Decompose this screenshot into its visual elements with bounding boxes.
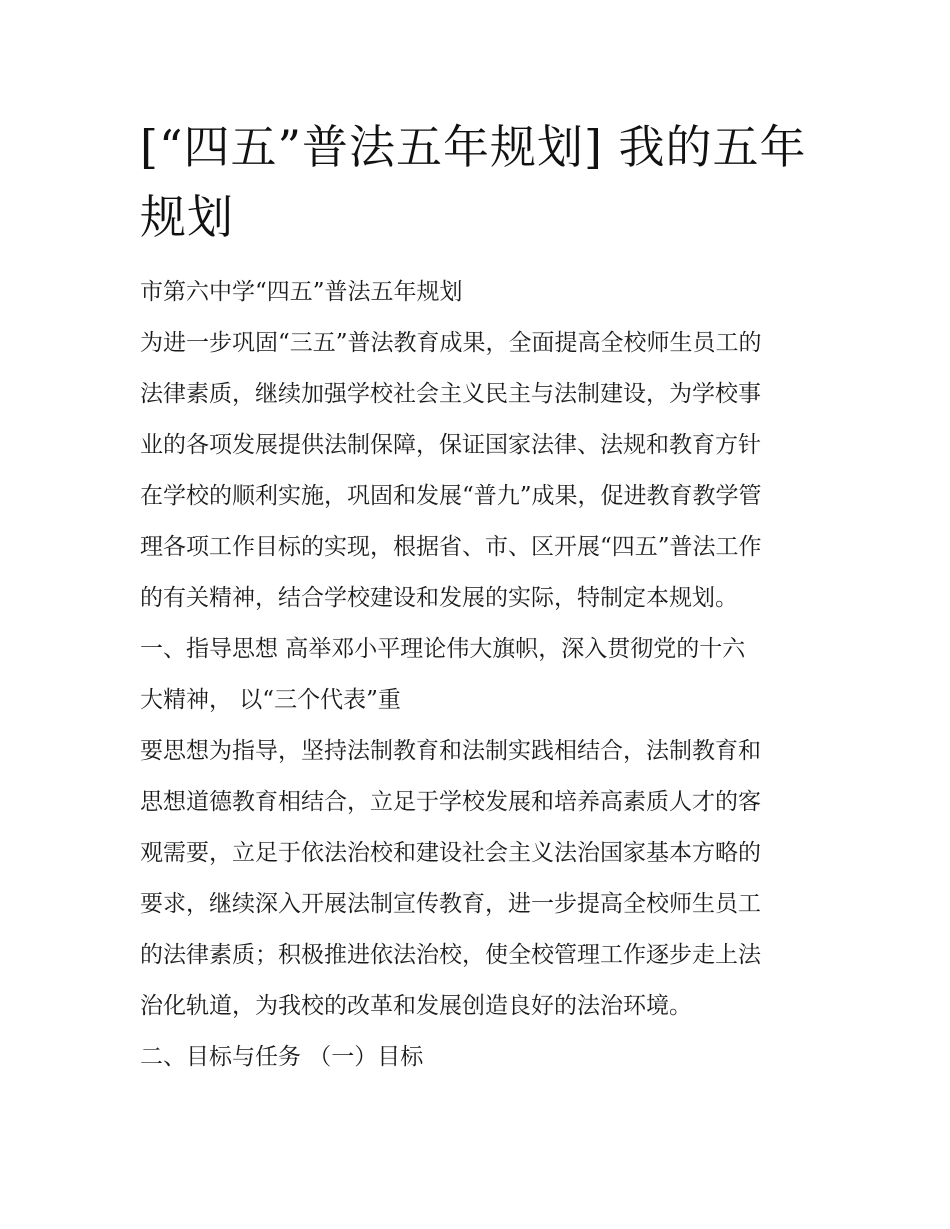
section-heading-guiding-thought: 一、指导思想 高举邓小平理论伟大旗帜，深入贯彻党的十六 — [140, 636, 746, 662]
body-line: 业的各项发展提供法制保障，保证国家法律、法规和教育方针 — [140, 432, 761, 458]
body-line: 在学校的顺利实施，巩固和发展“普九”成果，促进教育教学管 — [140, 483, 762, 509]
body-line: 的法律素质；积极推进依法治校，使全校管理工作逐步走上法 — [140, 942, 761, 968]
body-line: 大精神， 以“三个代表”重 — [140, 687, 401, 713]
body-line: 思想道德教育相结合，立足于学校发展和培养高素质人才的客 — [140, 789, 761, 815]
body-line: 法律素质，继续加强学校社会主义民主与法制建设，为学校事 — [140, 381, 761, 407]
section-heading-goals-tasks: 二、目标与任务 （一）目标 — [140, 1044, 424, 1070]
body-line: 要求，继续深入开展法制宣传教育，进一步提高全校师生员工 — [140, 891, 761, 917]
body-line: 观需要，立足于依法治校和建设社会主义法治国家基本方略的 — [140, 840, 761, 866]
document-title: [“四五”普法五年规划] 我的五年规划 — [140, 120, 807, 244]
body-line: 为进一步巩固“三五”普法教育成果，全面提高全校师生员工的 — [140, 330, 762, 356]
body-line: 理各项工作目标的实现，根据省、市、区开展“四五”普法工作 — [140, 534, 762, 560]
body-line: 治化轨道，为我校的改革和发展创造良好的法治环境。 — [140, 993, 692, 1019]
document-body — [140, 280, 830, 1096]
body-line: 要思想为指导，坚持法制教育和法制实践相结合，法制教育和 — [140, 738, 761, 764]
body-line-subtitle: 市第六中学“四五”普法五年规划 — [140, 279, 463, 305]
body-line: 的有关精神，结合学校建设和发展的实际，特制定本规划。 — [140, 585, 738, 611]
